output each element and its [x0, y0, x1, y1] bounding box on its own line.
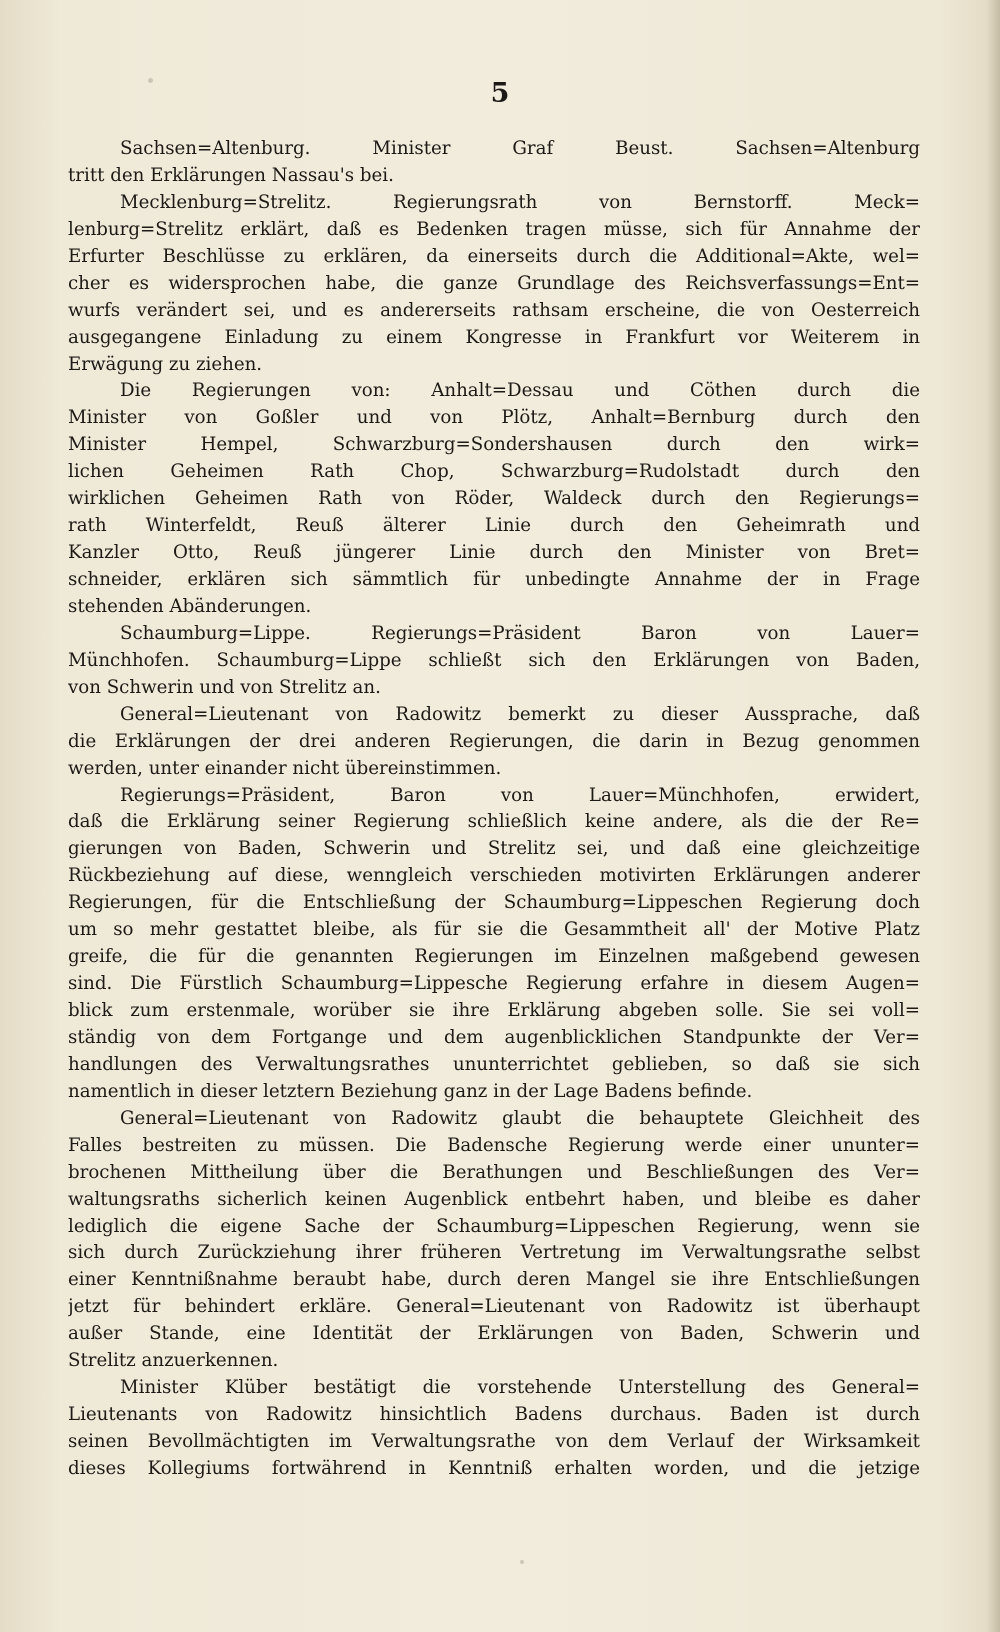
- text-line: gierungen von Baden, Schwerin und Strelitz sei, und daß eine gleichzeitige: [68, 838, 920, 860]
- page-edge-shadow: [986, 0, 1000, 1632]
- text-line: seinen Bevollmächtigten im Verwaltungsrathe von dem Verlauf der Wirksamkeit: [68, 1431, 920, 1452]
- text-line: außer Stande, eine Identität der Erklärungen von Baden, Schwerin und: [68, 1323, 920, 1345]
- text-line: namentlich in dieser letztern Beziehung ganz in der Lage Badens befinde.: [68, 1080, 753, 1102]
- text-line: Minister Hempel, Schwarzburg=Sondershausen durch den wirk=: [68, 434, 920, 456]
- text-line: lichen Geheimen Rath Chop, Schwarzburg=Rudolstadt durch den: [68, 461, 920, 483]
- text-line: Falles bestreiten zu müssen. Die Badensche Regierung werde einer ununter=: [68, 1134, 920, 1156]
- text-line: einer Kenntnißnahme beraubt habe, durch deren Mangel sie ihre Entschließungen: [68, 1269, 920, 1291]
- text-line: Erwägung zu ziehen.: [68, 353, 263, 375]
- text-line: Mecklenburg=Strelitz. Regierungsrath von Bernstorff. Meck=: [120, 191, 920, 213]
- text-line: General=Lieutenant von Radowitz bemerkt zu dieser Aussprache, daß: [120, 703, 920, 725]
- text-line: von Schwerin und von Strelitz an.: [68, 676, 381, 698]
- text-line: Minister von Goßler und von Plötz, Anhalt=Bernburg durch den: [68, 407, 920, 429]
- text-line: greife, die für die genannten Regierungen im Einzelnen maßgebend gewesen: [68, 946, 920, 968]
- text-line: Minister Klüber bestätigt die vorstehende Unterstellung des General=: [120, 1377, 920, 1399]
- page-number: 5: [490, 78, 510, 109]
- text-line: sind. Die Fürstlich Schaumburg=Lippesche Regierung erfahre in diesem Augen=: [68, 973, 920, 995]
- text-line: die Erklärungen der drei anderen Regierungen, die darin in Bezug genommen: [68, 730, 920, 752]
- text-line: um so mehr gestattet bleibe, als für sie die Gesammtheit all' der Motive Platz: [68, 919, 920, 941]
- text-line: Regierungen, für die Entschließung der Schaumburg=Lippeschen Regierung doch: [68, 892, 920, 914]
- text-line: ständig von dem Fortgange und dem augenblicklichen Standpunkte der Ver=: [68, 1026, 920, 1048]
- text-line: ausgegangene Einladung zu einem Kongresse in Frankfurt vor Weiterem in: [68, 326, 920, 348]
- foxing-spot: [520, 1560, 524, 1564]
- text-line: stehenden Abänderungen.: [68, 595, 312, 617]
- text-line: Strelitz anzuerkennen.: [68, 1350, 279, 1372]
- text-line: werden, unter einander nicht übereinstimmen.: [68, 757, 502, 779]
- text-line: Kanzler Otto, Reuß jüngerer Linie durch den Minister von Bret=: [68, 542, 920, 564]
- text-line: jetzt für behindert erkläre. General=Lieutenant von Radowitz ist überhaupt: [68, 1296, 920, 1318]
- text-line: Schaumburg=Lippe. Regierungs=Präsident Baron von Lauer=: [120, 622, 920, 644]
- text-line: Erfurter Beschlüsse zu erklären, da einerseits durch die Additional=Akte, wel=: [68, 245, 920, 267]
- text-line: schneider, erklären sich sämmtlich für unbedingte Annahme der in Frage: [68, 569, 920, 590]
- text-line: Münchhofen. Schaumburg=Lippe schließt sich den Erklärungen von Baden,: [68, 649, 920, 671]
- text-line: handlungen des Verwaltungsrathes ununterrichtet geblieben, so daß sie sich: [68, 1053, 920, 1075]
- body-text: [68, 136, 920, 1483]
- text-line: brochenen Mittheilung über die Berathungen und Beschließungen des Ver=: [68, 1161, 920, 1183]
- text-line: lediglich die eigene Sache der Schaumburg=Lippeschen Regierung, wenn sie: [68, 1215, 920, 1237]
- text-line: sich durch Zurückziehung ihrer früheren Vertretung im Verwaltungsrathe selbst: [68, 1242, 920, 1264]
- text-line: Die Regierungen von: Anhalt=Dessau und Cöthen durch die: [120, 380, 920, 402]
- text-line: Regierungs=Präsident, Baron von Lauer=Münchhofen, erwidert,: [120, 784, 920, 806]
- text-line: blick zum erstenmale, worüber sie ihre Erklärung abgeben solle. Sie sei voll=: [68, 1000, 920, 1021]
- text-line: Sachsen=Altenburg. Minister Graf Beust. Sachsen=Altenburg: [120, 138, 920, 159]
- text-line: dieses Kollegiums fortwährend in Kenntniß erhalten worden, und die jetzige: [68, 1457, 920, 1479]
- text-line: Rückbeziehung auf diese, wenngleich verschieden motivirten Erklärungen anderer: [68, 865, 920, 887]
- text-line: wirklichen Geheimen Rath von Röder, Waldeck durch den Regierungs=: [68, 488, 920, 510]
- text-line: cher es widersprochen habe, die ganze Grundlage des Reichsverfassungs=Ent=: [68, 272, 920, 294]
- text-line: lenburg=Strelitz erklärt, daß es Bedenken tragen müsse, sich für Annahme der: [68, 218, 920, 240]
- text-line: General=Lieutenant von Radowitz glaubt die behauptete Gleichheit des: [120, 1107, 920, 1129]
- text-line: waltungsraths sicherlich keinen Augenblick entbehrt haben, und bleibe es daher: [68, 1188, 920, 1210]
- text-line: tritt den Erklärungen Nassau's bei.: [68, 164, 394, 186]
- text-line: wurfs verändert sei, und es andererseits rathsam erscheine, die von Oesterreich: [68, 299, 920, 321]
- text-line: rath Winterfeldt, Reuß älterer Linie durch den Geheimrath und: [68, 515, 920, 537]
- text-line: daß die Erklärung seiner Regierung schließlich keine andere, als die der Re=: [68, 811, 920, 833]
- text-line: Lieutenants von Radowitz hinsichtlich Badens durchaus. Baden ist durch: [68, 1404, 920, 1426]
